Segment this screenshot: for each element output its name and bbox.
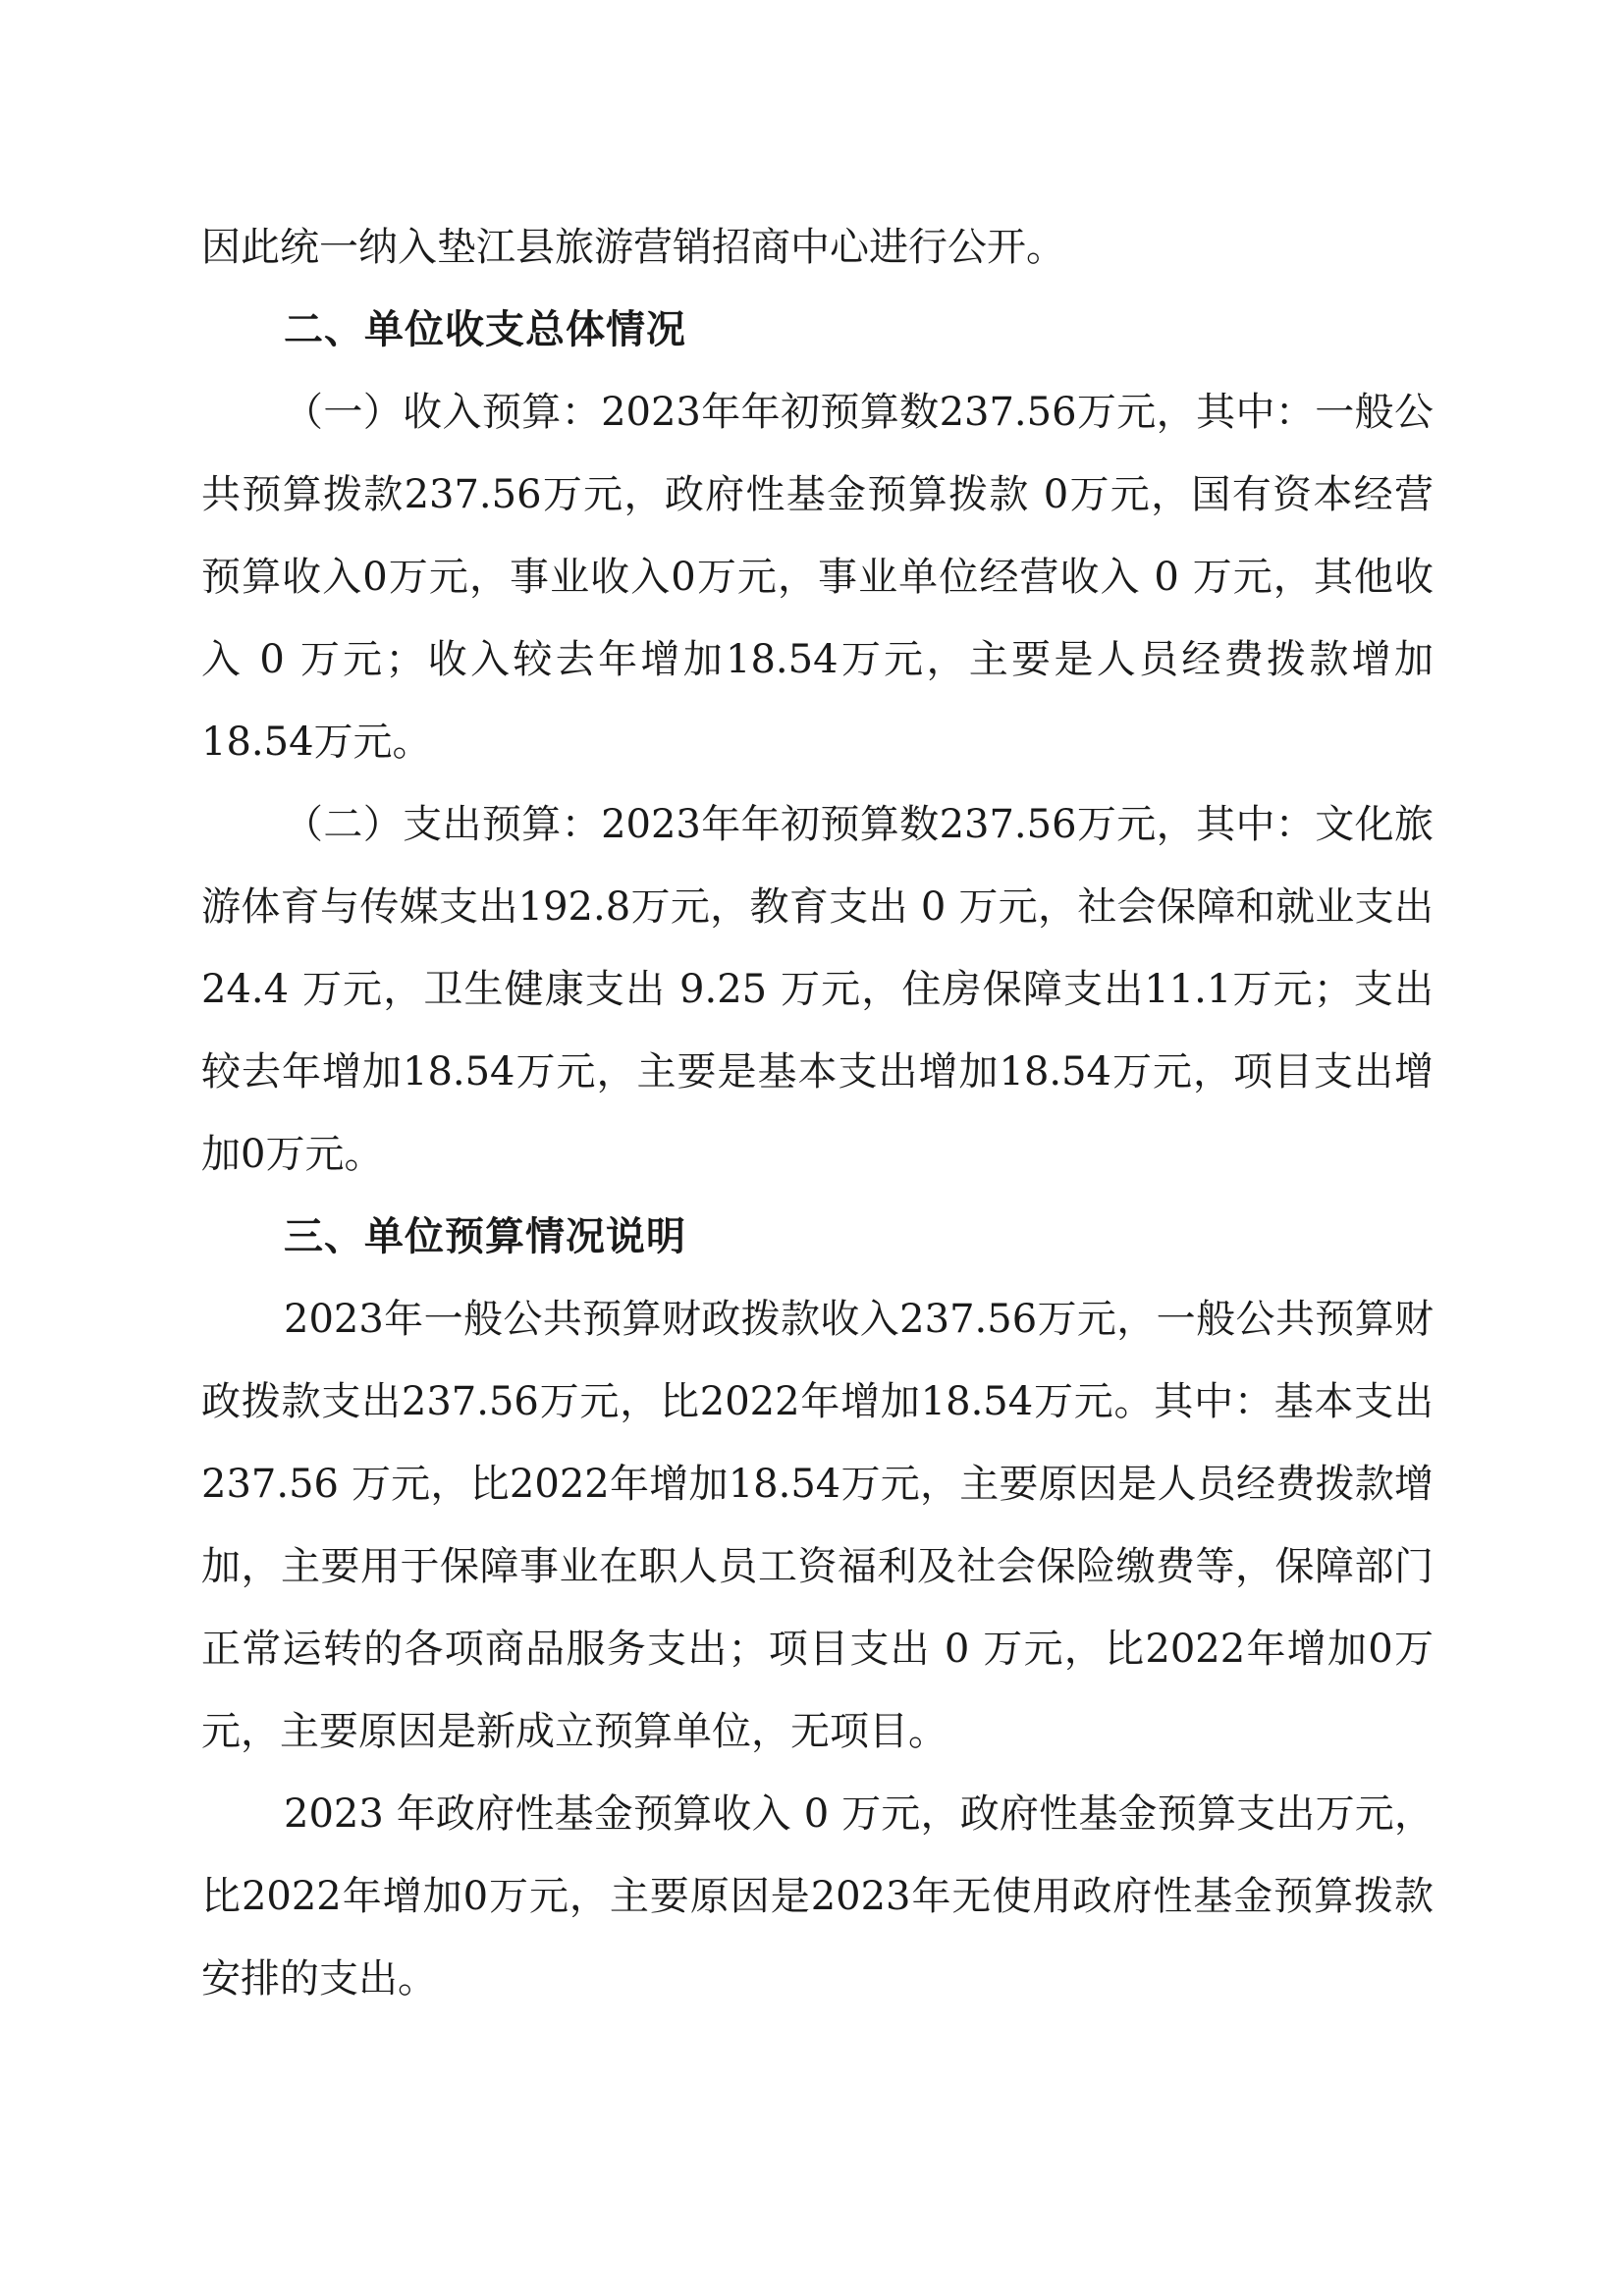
income-budget-paragraph: （一）收入预算：2023年年初预算数237.56万元，其中：一般公共预算拨款237.56万元，政府性基金预算拨款 0万元，国有资本经营预算收入0万元，事业收入0万元，事业单位经营收入 0 万元，其他收入 0 万元；收入较去年增加18.54万元，主要是人员经费拨款增加18.54万元。 <box>201 390 1434 765</box>
government-fund-paragraph: 2023 年政府性基金预算收入 0 万元，政府性基金预算支出万元，比2022年增加0万元，主要原因是2023年无使用政府性基金预算拨款安排的支出。 <box>201 1791 1434 2002</box>
general-budget-paragraph: 2023年一般公共预算财政拨款收入237.56万元，一般公共预算财政拨款支出237.56万元，比2022年增加18.54万元。其中：基本支出237.56 万元，比2022年增加18.54万元，主要原因是人员经费拨款增加，主要用于保障事业在职人员工资福利及社会保险缴费等，保障部门正常运转的各项商品服务支出；项目支出 0 万元，比2022年增加0万元，主要原因是新成立预算单位，无项目。 <box>201 1297 1434 1754</box>
section-heading-budget-explanation: 三、单位预算情况说明 <box>284 1214 686 1259</box>
document-body <box>201 206 1434 2020</box>
continuation-paragraph: 因此统一纳入垫江县旅游营销招商中心进行公开。 <box>201 225 1065 270</box>
section-heading-income-expense: 二、单位收支总体情况 <box>284 307 686 352</box>
expense-budget-paragraph: （二）支出预算：2023年年初预算数237.56万元，其中：文化旅游体育与传媒支出192.8万元，教育支出 0 万元，社会保障和就业支出 24.4 万元，卫生健康支出 9.25 万元，住房保障支出11.1万元；支出较去年增加18.54万元，主要是基本支出增加18.54万元，项目支出增加0万元。 <box>201 802 1434 1177</box>
